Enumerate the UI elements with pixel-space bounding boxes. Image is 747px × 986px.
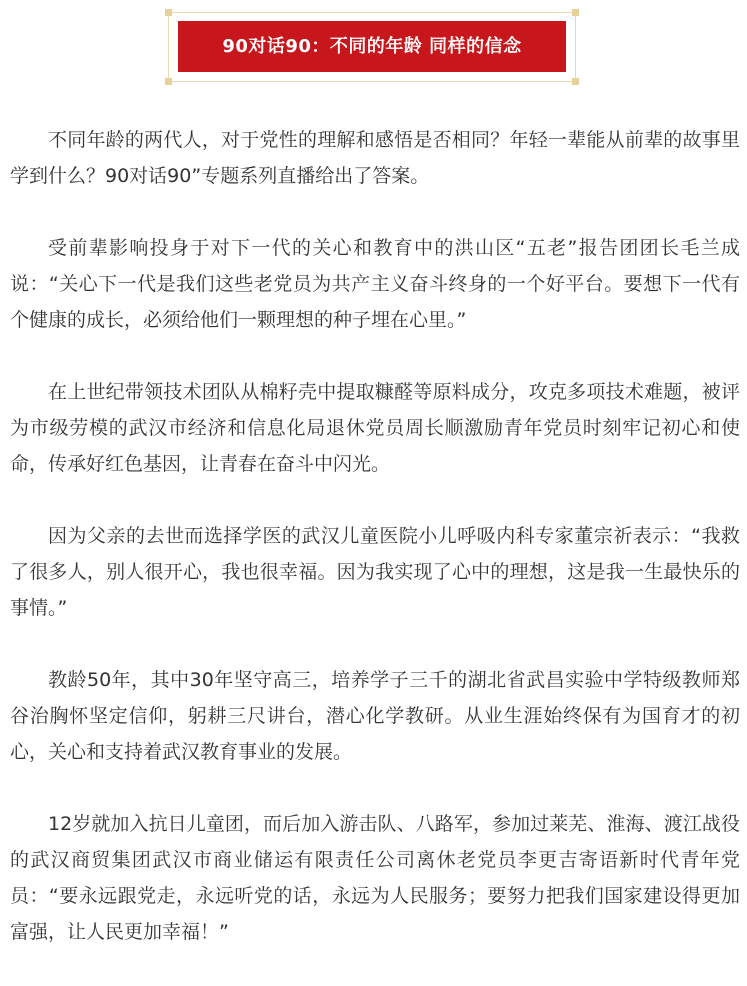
- page-title: 90对话90：不同的年龄 同样的信念: [178, 21, 566, 72]
- paragraph-mao-lancheng: 受前辈影响投身于对下一代的关心和教育中的洪山区“五老”报告团团长毛兰成说：“关心下一代是我们这些老党员为共产主义奋斗终身的一个好平台。要想下一代有个健康的成长，必须给他们一颗理想的种子埋在心里。”: [10, 237, 740, 331]
- paragraph-dong-zongqi: 因为父亲的去世而选择学医的武汉儿童医院小儿呼吸内科专家董宗祈表示：“我救了很多人，别人很开心，我也很幸福。因为我实现了心中的理想，这是我一生最快乐的事情。”: [10, 525, 740, 619]
- corner-ornament: [165, 9, 172, 16]
- corner-ornament: [165, 78, 172, 85]
- corner-ornament: [572, 78, 579, 85]
- paragraph-zheng-guzhi: 教龄50年，其中30年坚守高三，培养学子三千的湖北省武昌实验中学特级教师郑谷治胸怀坚定信仰，躬耕三尺讲台，潜心化学教研。从业生涯始终保有为国育才的初心，关心和支持着武汉教育事业的发展。: [10, 669, 740, 763]
- title-frame: [168, 12, 576, 82]
- corner-ornament: [572, 9, 579, 16]
- paragraph-li-gengji: 12岁就加入抗日儿童团，而后加入游击队、八路军，参加过莱芜、淮海、渡江战役的武汉商贸集团武汉市商业储运有限责任公司离休老党员李更吉寄语新时代青年党员：“要永远跟党走，永远听党的话，永远为人民服务；要努力把我们国家建设得更加富强，让人民更加幸福！”: [10, 813, 740, 943]
- article-body: [10, 122, 740, 986]
- paragraph-zhou-changshun: 在上世纪带领技术团队从棉籽壳中提取糠醛等原料成分，攻克多项技术难题，被评为市级劳模的武汉市经济和信息化局退休党员周长顺激励青年党员时刻牢记初心和使命，传承好红色基因，让青春在奋斗中闪光。: [10, 381, 740, 475]
- paragraph-intro: 不同年龄的两代人，对于党性的理解和感悟是否相同？年轻一辈能从前辈的故事里学到什么？90对话90”专题系列直播给出了答案。: [10, 129, 740, 187]
